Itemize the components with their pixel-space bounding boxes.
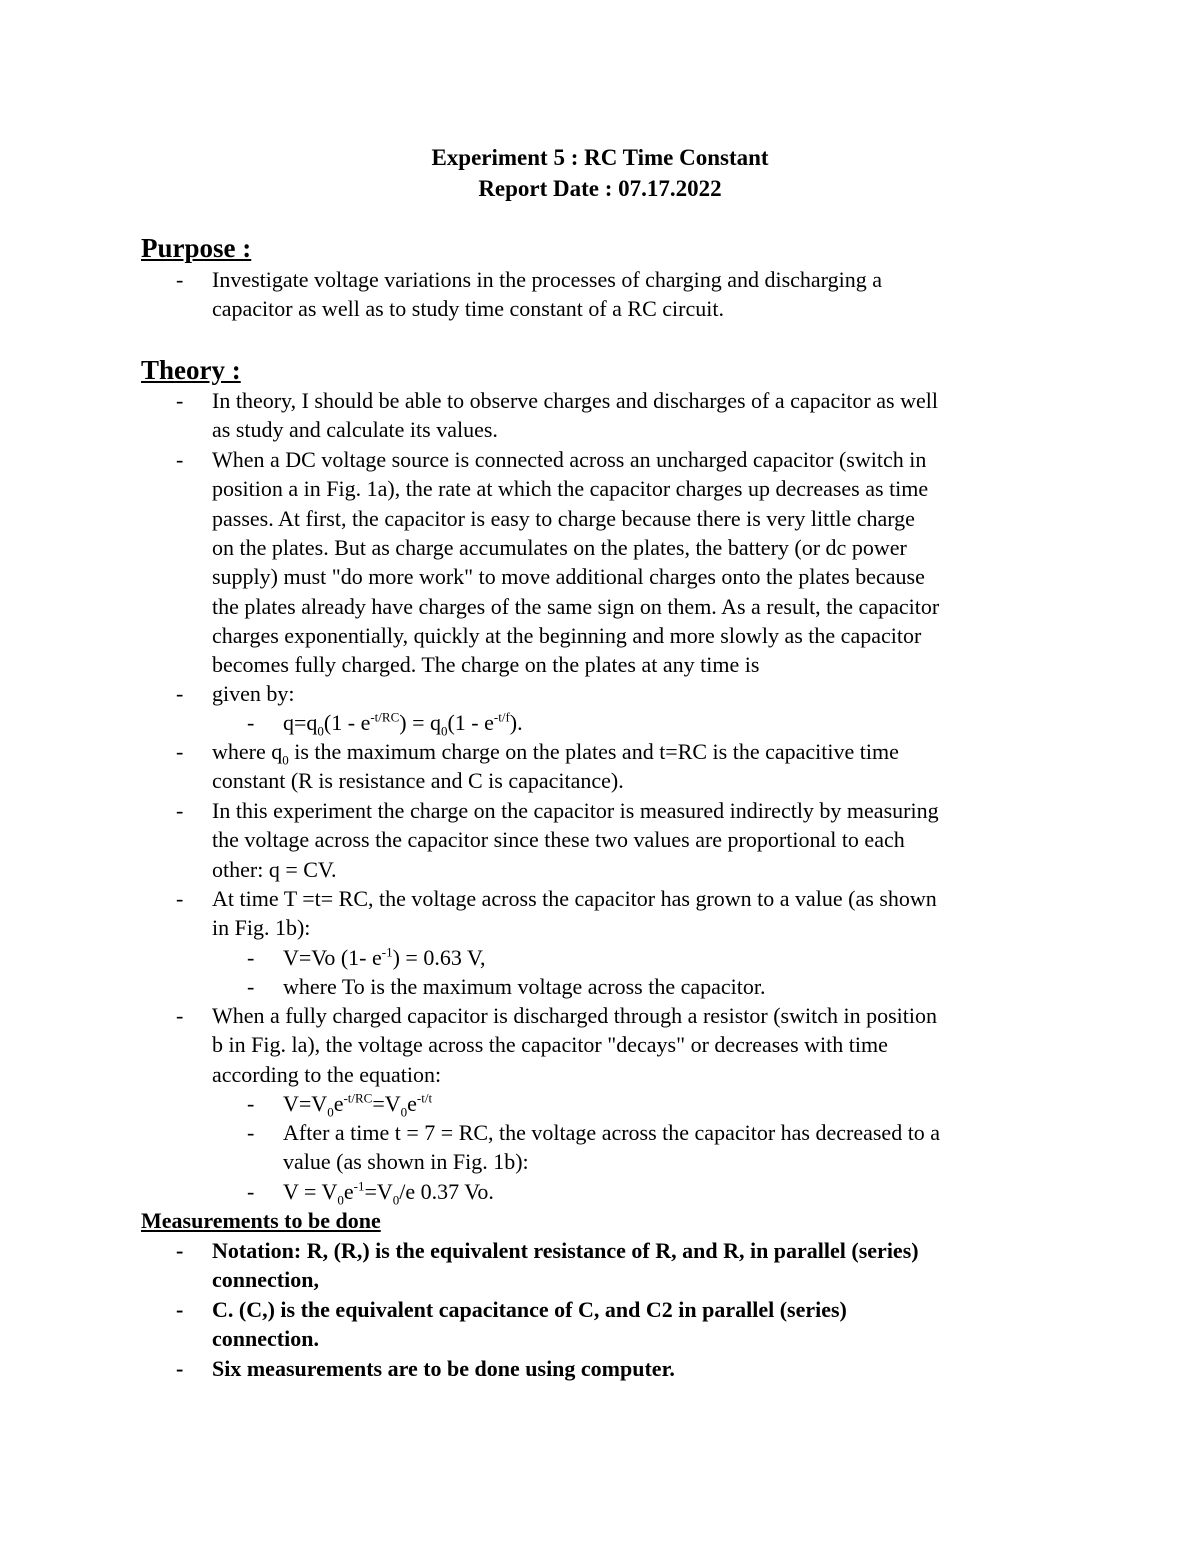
theory-text-line: At time T =t= RC, the voltage across the capacitor has grown to a value (as shown: [212, 886, 937, 911]
bullet-dash: -: [176, 1297, 184, 1322]
bullet-dash: -: [247, 945, 255, 970]
bullet-dash: -: [247, 1179, 255, 1204]
theory-heading: Theory :: [141, 355, 241, 385]
purpose-text-line: capacitor as well as to study time constant of a RC circuit.: [212, 296, 724, 322]
title-block: [0, 142, 1200, 204]
theory-text-line: where $q_0$ is the maximum charge on the plates and t=RC is the capacitive time: [212, 739, 899, 768]
theory-text-line: When a fully charged capacitor is discharged through a resistor (switch in position: [212, 1003, 937, 1028]
theory-text-line: charges exponentially, quickly at the beginning and more slowly as the capacitor: [212, 622, 922, 648]
theory-text-line: on the plates. But as charge accumulates on the plates, the battery (or dc power: [212, 534, 907, 560]
bullet-dash: -: [176, 1238, 184, 1263]
bullet-dash: -: [176, 1356, 184, 1381]
theory-text-line: position a in Fig. 1a), the rate at which the capacitor charges up decreases as time: [212, 476, 929, 502]
theory-text-line: the plates already have charges of the same sign on them. As a result, the capacitor: [212, 593, 940, 619]
measurements-text-line: connection,: [212, 1267, 319, 1293]
theory-text-line: becomes fully charged. The charge on the plates at any time is: [212, 652, 760, 678]
theory-text-line: In theory, I should be able to observe charges and discharges of a capacitor as well: [212, 388, 938, 413]
theory-text-line: given by:: [212, 681, 295, 706]
theory-text-line: other: q = CV.: [212, 856, 337, 882]
purpose-heading: Purpose :: [141, 233, 252, 263]
bullet-dash: -: [247, 974, 255, 999]
document-title: Experiment 5 : RC Time Constant: [431, 145, 769, 170]
measurements-text-line: C. (C,) is the equivalent capacitance of C, and C2 in parallel (series): [212, 1297, 847, 1322]
theory-text-line: where To is the maximum voltage across the capacitor.: [283, 974, 766, 999]
theory-text-line: according to the equation:: [212, 1061, 442, 1087]
bullet-dash: -: [176, 798, 184, 823]
theory-text-line: After a time t = 7 = RC, the voltage across the capacitor has decreased to a: [283, 1120, 941, 1145]
theory-text-line: passes. At first, the capacitor is easy to charge because there is very little charge: [212, 505, 915, 531]
theory-text-line: as study and calculate its values.: [212, 417, 498, 443]
theory-text-line: constant (R is resistance and C is capacitance).: [212, 768, 624, 794]
bullet-dash: -: [176, 388, 184, 413]
measurements-text-line: Notation: R, (R,) is the equivalent resistance of R, and R, in parallel (series): [212, 1238, 919, 1263]
measurements-heading: Measurements to be done: [141, 1208, 381, 1233]
measurements-text-line: Six measurements are to be done using computer.: [212, 1356, 675, 1381]
bullet-dash: -: [176, 739, 184, 764]
equation-text: $V = V_0e^{-1}=V_0/e$ 0.37 Vo.: [283, 1178, 494, 1208]
bullet-dash: -: [247, 1091, 255, 1116]
equation-text: V=Vo (1- $e^{-1}) = 0.63$ V,: [283, 944, 486, 970]
theory-text-line: in Fig. 1b):: [212, 915, 311, 941]
bullet-dash: -: [176, 886, 184, 911]
theory-text-line: the voltage across the capacitor since these two values are proportional to each: [212, 827, 905, 853]
bullet-dash: -: [176, 1003, 184, 1028]
bullet-dash: -: [176, 447, 184, 472]
bullet-dash: -: [176, 681, 184, 706]
bullet-dash: -: [247, 1120, 255, 1145]
theory-text-line: When a DC voltage source is connected across an uncharged capacitor (switch in: [212, 447, 927, 472]
theory-text-line: supply) must "do more work" to move additional charges onto the plates because: [212, 564, 925, 590]
report-date: Report Date : 07.17.2022: [478, 176, 722, 201]
equation-text: $q=q_0(1 - e^{-t/RC}) = q_0(1 - e^{-t/f})$.: [283, 709, 523, 739]
purpose-text-line: Investigate voltage variations in the processes of charging and discharging a: [212, 267, 882, 292]
theory-text-line: In this experiment the charge on the capacitor is measured indirectly by measuring: [212, 798, 939, 823]
measurements-text-line: connection.: [212, 1326, 319, 1352]
bullet-dash: -: [176, 267, 184, 292]
equation-text: $V=V_0e^{-t/RC}=V_0e^{-t/t}$: [283, 1090, 433, 1120]
theory-text-line: b in Fig. la), the voltage across the capacitor "decays" or decreases with time: [212, 1032, 888, 1058]
bullet-dash: -: [247, 710, 255, 735]
theory-text-line: value (as shown in Fig. 1b):: [283, 1149, 529, 1175]
